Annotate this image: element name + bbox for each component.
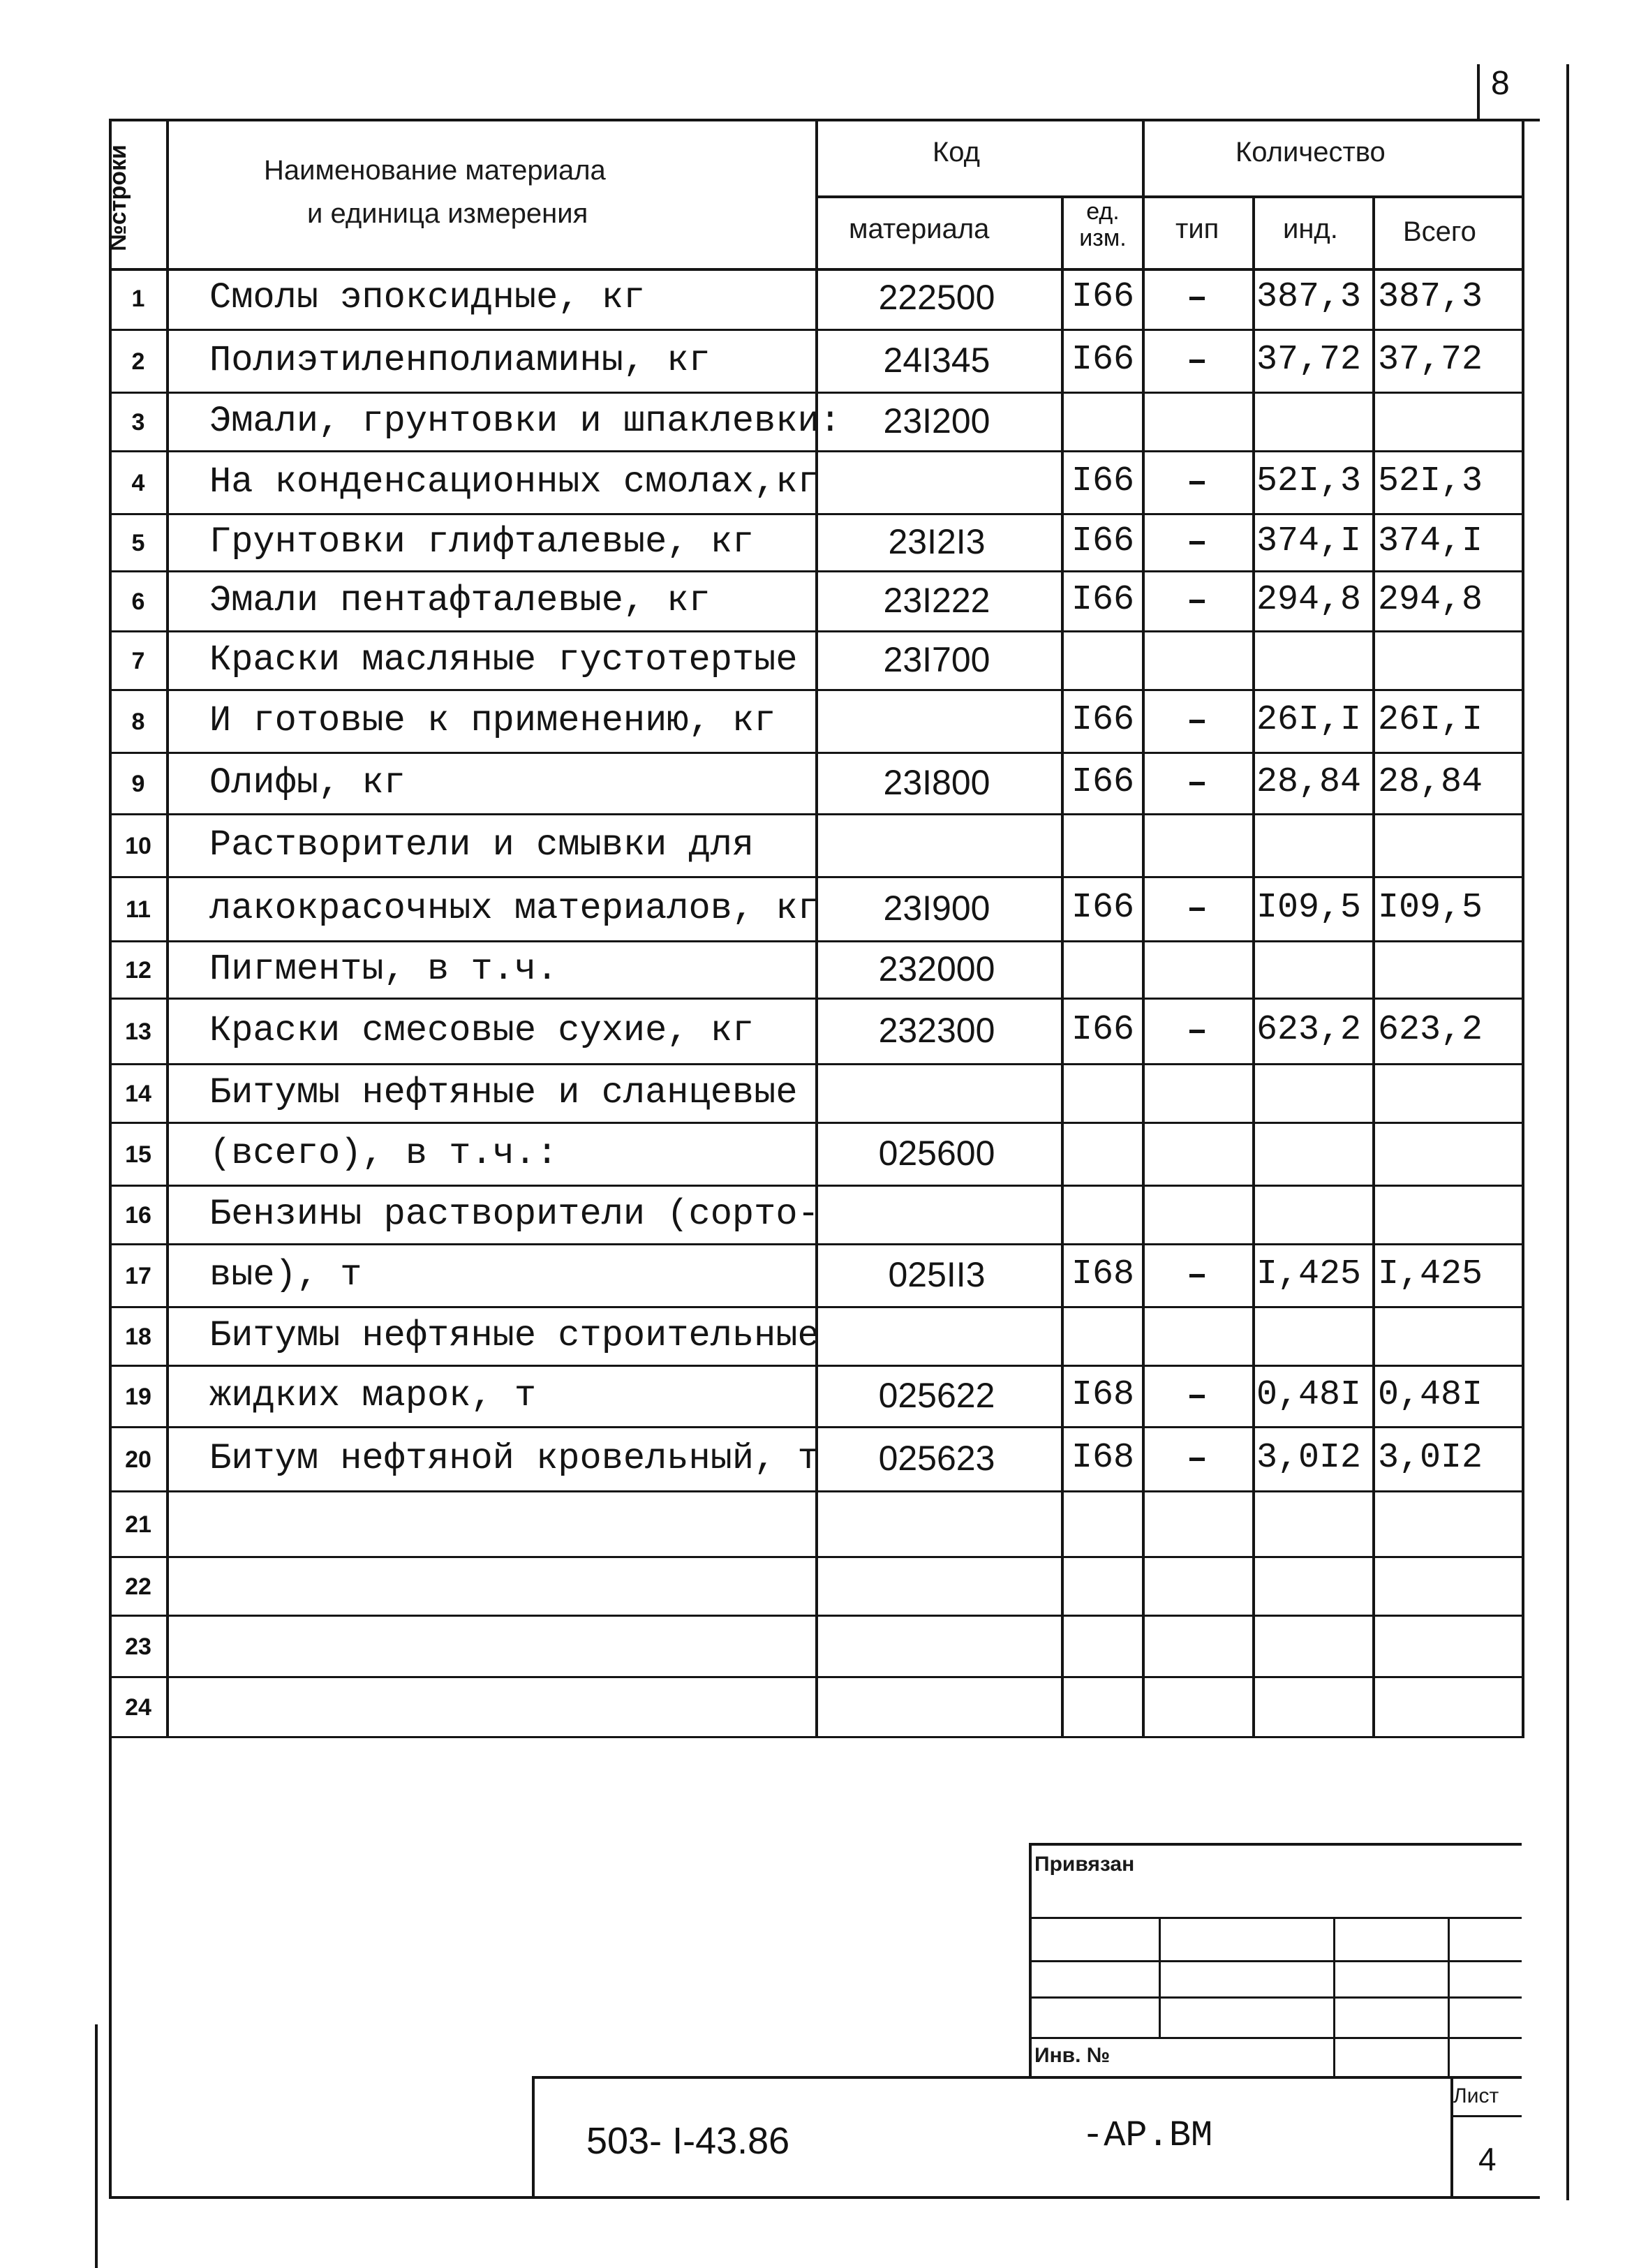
bound-label: Привязан <box>1034 1853 1135 1876</box>
qty-individual: 26I,I <box>1256 700 1362 740</box>
material-name: Краски масляные густотертые <box>209 639 798 681</box>
qty-type: – <box>1186 341 1208 381</box>
qty-type: – <box>1186 1377 1208 1416</box>
header-qty-total: Всего <box>1403 216 1476 247</box>
material-code: 24I345 <box>883 341 990 380</box>
qty-individual: 294,8 <box>1256 580 1362 620</box>
material-name: лакокрасочных материалов, кг <box>209 888 819 929</box>
qty-individual: 52I,3 <box>1256 461 1362 501</box>
qty-individual: 623,2 <box>1256 1010 1362 1050</box>
qty-individual: 387,3 <box>1256 277 1362 317</box>
material-code: 222500 <box>878 278 995 317</box>
unit-code: I66 <box>1071 277 1134 317</box>
material-code: 23I700 <box>883 640 990 679</box>
col-line-6 <box>1372 198 1375 1738</box>
material-code: 23I200 <box>883 401 990 440</box>
stamp-top <box>1029 1843 1522 1846</box>
col-line-5 <box>1252 198 1255 1738</box>
row-number: 22 <box>125 1573 151 1600</box>
row-separator <box>109 329 1522 331</box>
header-qty-ind: инд. <box>1283 214 1338 244</box>
material-code: 23I2I3 <box>888 522 986 561</box>
qty-total: 387,3 <box>1378 277 1483 317</box>
row-separator <box>109 1122 1522 1124</box>
material-code: 025II3 <box>888 1255 986 1294</box>
qty-individual: I,425 <box>1256 1254 1362 1294</box>
title-block-left <box>532 2076 535 2199</box>
unit-code: I68 <box>1071 1375 1134 1415</box>
stamp-col-1 <box>1159 1917 1161 2037</box>
row-number: 11 <box>126 896 151 923</box>
doc-code-right: -АР.ВМ <box>1082 2115 1213 2156</box>
material-name: Краски смесовые сухие, кг <box>209 1010 755 1051</box>
row-separator <box>109 1185 1522 1187</box>
row-separator <box>109 513 1522 515</box>
qty-total: 623,2 <box>1378 1010 1483 1050</box>
material-name: Растворители и смывки для <box>209 824 755 866</box>
header-code-unit: ед. изм. <box>1079 198 1127 251</box>
row-number: 17 <box>125 1263 151 1289</box>
col-line-3 <box>1061 198 1064 1738</box>
material-name: Грунтовки глифталевые, кг <box>209 521 755 563</box>
row-separator <box>109 1063 1522 1065</box>
row-separator <box>109 876 1522 878</box>
material-code: 025600 <box>878 1134 995 1173</box>
qty-individual: I09,5 <box>1256 888 1362 928</box>
material-name: Смолы эпоксидные, кг <box>209 277 646 318</box>
material-name: Битумы нефтяные строительные <box>209 1315 819 1356</box>
row-number: 10 <box>125 833 151 859</box>
qty-type: – <box>1186 463 1208 503</box>
row-separator <box>109 450 1522 452</box>
row-separator <box>109 813 1522 815</box>
qty-total: 26I,I <box>1378 700 1483 740</box>
header-qty-group: Количество <box>1235 137 1386 168</box>
row-number: 16 <box>125 1202 151 1229</box>
row-number: 7 <box>131 648 145 674</box>
row-number: 13 <box>125 1018 151 1045</box>
qty-individual: 0,48I <box>1256 1375 1362 1415</box>
doc-code-left: 503- I-43.86 <box>586 2120 790 2162</box>
header-code-group: Код <box>933 137 981 168</box>
qty-type: – <box>1186 1256 1208 1296</box>
qty-type: – <box>1186 279 1208 318</box>
row-separator <box>109 1615 1522 1617</box>
qty-total: I09,5 <box>1378 888 1483 928</box>
qty-individual: 28,84 <box>1256 762 1362 802</box>
qty-type: – <box>1186 702 1208 741</box>
row-number: 3 <box>131 409 145 436</box>
material-name: Пигменты, в т.ч. <box>209 949 558 990</box>
qty-type: – <box>1186 1011 1208 1051</box>
row-number: 5 <box>131 530 145 556</box>
row-separator <box>109 1426 1522 1428</box>
unit-code: I66 <box>1071 1010 1134 1050</box>
title-block-top <box>532 2076 1522 2079</box>
sheet-label: Лист <box>1453 2084 1499 2107</box>
row-separator <box>109 392 1522 394</box>
material-code: 232000 <box>878 949 995 988</box>
qty-total: 28,84 <box>1378 762 1483 802</box>
sheet-label-rule <box>1450 2115 1522 2117</box>
row-number: 14 <box>125 1081 151 1107</box>
binding-mark <box>95 2024 98 2268</box>
material-name: Эмали пентафталевые, кг <box>209 580 711 621</box>
material-code: 025622 <box>878 1376 995 1415</box>
material-name: На конденсационных смолах,кг <box>209 461 819 503</box>
qty-total: 37,72 <box>1378 340 1483 380</box>
material-name: Эмали, грунтовки и шпаклевки: <box>209 401 841 442</box>
unit-code: I66 <box>1071 700 1134 740</box>
row-number: 8 <box>131 709 145 735</box>
material-name: Битумы нефтяные и сланцевые <box>209 1072 798 1113</box>
qty-type: – <box>1186 581 1208 621</box>
qty-total: I,425 <box>1378 1254 1483 1294</box>
header-name-line2: и единица измерения <box>307 198 588 229</box>
unit-code: I68 <box>1071 1438 1134 1478</box>
header-code-material: материала <box>849 214 990 244</box>
qty-type: – <box>1186 889 1208 929</box>
row-separator <box>109 630 1522 632</box>
material-code: 23I800 <box>883 763 990 802</box>
row-separator <box>109 1490 1522 1492</box>
qty-individual: 37,72 <box>1256 340 1362 380</box>
row-number: 6 <box>131 588 145 615</box>
material-name: жидких марок, т <box>209 1375 537 1416</box>
row-separator <box>109 1556 1522 1558</box>
header-row-no <box>105 144 132 251</box>
unit-code: I66 <box>1071 340 1134 380</box>
qty-type: – <box>1186 1439 1208 1479</box>
col-line-1 <box>166 119 169 1738</box>
row-separator <box>109 998 1522 1000</box>
row-number: 18 <box>125 1324 151 1350</box>
qty-type: – <box>1186 523 1208 563</box>
row-number: 24 <box>125 1694 151 1721</box>
material-code: 232300 <box>878 1011 995 1050</box>
qty-individual: 374,I <box>1256 521 1362 561</box>
qty-type: – <box>1186 764 1208 803</box>
row-number: 9 <box>131 771 145 797</box>
stamp-col-3 <box>1448 1917 1450 2077</box>
material-name: вые), т <box>209 1254 362 1296</box>
qty-total: 3,0I2 <box>1378 1438 1483 1478</box>
row-separator <box>109 1676 1522 1678</box>
material-code: 025623 <box>878 1439 995 1478</box>
col-line-7 <box>1522 119 1524 1738</box>
row-no-label: №строки <box>105 144 131 251</box>
material-name: И готовые к применению, кг <box>209 700 776 741</box>
header-bottom <box>109 268 1522 271</box>
row-number: 15 <box>125 1141 151 1168</box>
row-number: 12 <box>125 957 151 984</box>
qty-total: 294,8 <box>1378 580 1483 620</box>
material-code: 23I222 <box>883 581 990 620</box>
unit-code: I68 <box>1071 1254 1134 1294</box>
header-subrule <box>815 195 1522 198</box>
stamp-col-2 <box>1333 1917 1335 2077</box>
material-name: Олифы, кг <box>209 762 406 803</box>
material-name: Битум нефтяной кровельный, т <box>209 1438 819 1479</box>
unit-code: I66 <box>1071 888 1134 928</box>
top-sheet-number: 8 <box>1491 65 1510 102</box>
row-separator <box>109 1306 1522 1308</box>
row-separator <box>109 940 1522 942</box>
row-number: 4 <box>131 470 145 496</box>
sheet-value: 4 <box>1478 2141 1497 2177</box>
row-number: 2 <box>131 348 145 375</box>
unit-code: I66 <box>1071 461 1134 501</box>
row-number: 21 <box>125 1511 151 1538</box>
row-separator <box>109 1243 1522 1245</box>
unit-code: I66 <box>1071 521 1134 561</box>
row-separator <box>109 689 1522 691</box>
unit-code: I66 <box>1071 762 1134 802</box>
qty-total: 0,48I <box>1378 1375 1483 1415</box>
qty-total: 374,I <box>1378 521 1483 561</box>
row-separator <box>109 570 1522 572</box>
inv-label: Инв. № <box>1034 2044 1111 2067</box>
material-code: 23I900 <box>883 889 990 928</box>
unit-code: I66 <box>1071 580 1134 620</box>
row-separator <box>109 752 1522 754</box>
frame-bottom <box>109 2196 1540 2199</box>
material-name: Полиэтиленполиамины, кг <box>209 340 711 381</box>
row-number: 19 <box>125 1384 151 1410</box>
qty-total: 52I,3 <box>1378 461 1483 501</box>
material-name: (всего), в т.ч.: <box>209 1133 558 1174</box>
row-separator <box>109 1365 1522 1367</box>
header-qty-type: тип <box>1175 214 1219 244</box>
row-number: 20 <box>125 1446 151 1473</box>
material-name: Бензины растворители (сорто- <box>209 1194 819 1235</box>
row-separator <box>109 1736 1522 1738</box>
row-number: 23 <box>125 1633 151 1660</box>
qty-individual: 3,0I2 <box>1256 1438 1362 1478</box>
row-number: 1 <box>131 286 145 312</box>
header-name-line1: Наименование материала <box>264 155 606 186</box>
